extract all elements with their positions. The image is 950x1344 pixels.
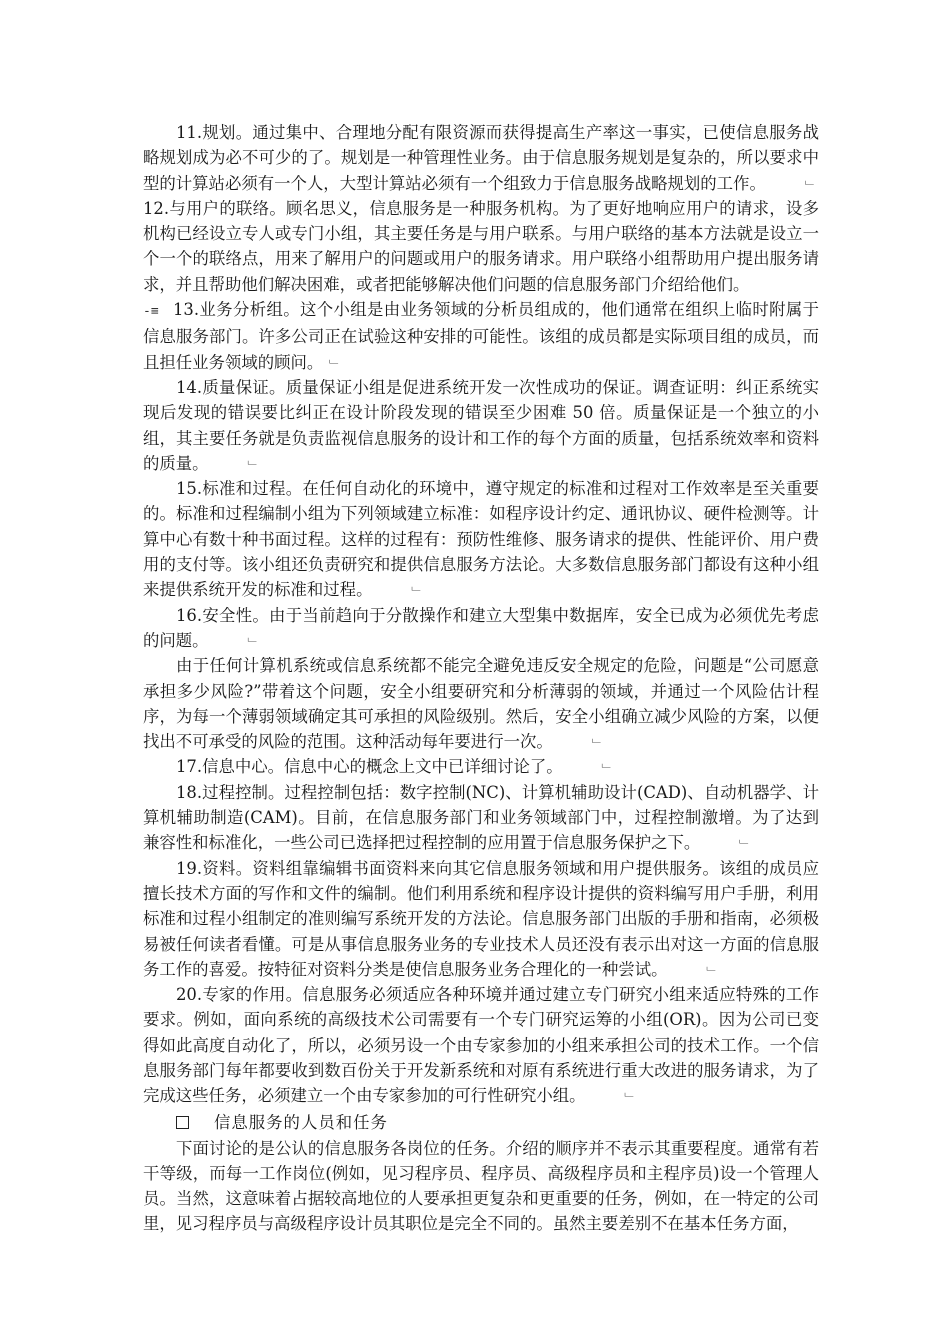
paragraph-end-mark: ﹂ bbox=[601, 763, 614, 778]
paragraph-text: 17.信息中心。信息中心的概念上文中已详细讨论了。 bbox=[176, 757, 563, 777]
paragraph-text: 15.标准和过程。在任何自动化的环境中，遵守规定的标准和过程对工作效率是至关重要的。标准和过程编制小组为下列领域建立标准：如程序设计约定、通讯协议、硬件检测等。计算中心有数十种书面过程。这样的过程有：预防性维修、服务请求的提供、性能评价、用户费用的支付等。该小组还负责研究和提供信息服务方法论。大多数信息服务部门都设有这种小组来提供系统开发的标准和过程。 bbox=[143, 479, 819, 600]
paragraph-end-mark: ﹂ bbox=[329, 358, 342, 373]
section-heading bbox=[143, 1109, 819, 1136]
paragraph-16-security-continued bbox=[143, 653, 819, 754]
paragraph-text: 由于任何计算机系统或信息系统都不能完全避免违反安全规定的危险，问题是“公司愿意承担多少风险?”带着这个问题，安全小组要研究和分析薄弱的领域，并通过一个风险估计程序，为每一个薄弱领域确定其可承担的风险级别。然后，安全小组确立减少风险的方案，以便找出不可承受的风险的范围。这种活动每年要进行一次。 bbox=[143, 656, 819, 752]
paragraph-text: 13.业务分析组。这个小组是由业务领域的分析员组成的，他们通常在组织上临时附属于信息服务部门。许多公司正在试验这种安排的可能性。该组的成员都是实际项目组的成员，而且担任业务领域的顾问。 bbox=[143, 300, 819, 372]
paragraph-end-mark: ﹂ bbox=[411, 586, 424, 601]
checkbox-square-icon bbox=[176, 1116, 189, 1129]
paragraph-15-standards bbox=[143, 476, 819, 602]
paragraph-end-mark: ﹂ bbox=[624, 1092, 637, 1107]
paragraph-text: 19.资料。资料组靠编辑书面资料来向其它信息服务领域和用户提供服务。该组的成员应擅长技术方面的写作和文件的编制。他们利用系统和程序设计提供的资料编写用户手册，利用标准和过程小组制定的准则编写系统开发的方法论。信息服务部门出版的手册和指南，必须极易被任何读者看懂。可是从事信息服务业务的专业技术人员还没有表示出对这一方面的信息服务工作的喜爱。按特征对资料分类是使信息服务业务合理化的一种尝试。 bbox=[143, 858, 819, 979]
paragraph-19-documentation bbox=[143, 856, 819, 982]
margin-mark: -≡ bbox=[143, 304, 159, 320]
paragraph-text: 11.规划。通过集中、合理地分配有限资源而获得提高生产率这一事实，已使信息服务战略规划成为必不可少的了。规划是一种管理性业务。由于信息服务规划是复杂的，所以要求中型的计算站必须有一个人，大型计算站必须有一个组致力于信息服务战略规划的工作。 bbox=[143, 123, 819, 193]
paragraph-intro-personnel bbox=[143, 1136, 819, 1237]
paragraph-20-specialists bbox=[143, 982, 819, 1108]
paragraph-end-mark: ﹂ bbox=[706, 965, 719, 980]
section-heading-text: 信息服务的人员和任务 bbox=[214, 1112, 388, 1132]
paragraph-17-information-center bbox=[143, 754, 819, 779]
paragraph-text: 16.安全性。由于当前趋向于分散操作和建立大型集中数据库，安全已成为必须优先考虑的问题。 bbox=[143, 605, 819, 650]
paragraph-text: 20.专家的作用。信息服务必须适应各种环境并通过建立专门研究小组来适应特殊的工作要求。例如，面向系统的高级技术公司需要有一个专门研究运筹的小组(OR)。因为公司已变得如此高度自动化了，所以，必须另设一个由专家参加的小组来承担公司的技术工作。一个信息服务部门每年都要收到数百份关于开发新系统和对原有系统进行重大改进的服务请求，为了完成这些任务，必须建立一个由专家参加的可行性研究小组。 bbox=[143, 985, 819, 1106]
paragraph-11-planning bbox=[143, 120, 819, 196]
paragraph-12-user-liaison bbox=[143, 196, 819, 297]
paragraph-16-security bbox=[143, 603, 819, 654]
document-page bbox=[143, 120, 819, 1237]
paragraph-text: 14.质量保证。质量保证小组是促进系统开发一次性成功的保证。调查证明：纠正系统实现后发现的错误要比纠正在设计阶段发现的错误至少困难 50 倍。质量保证是一个独立的小组，其主要任务就是负责监视信息服务的设计和工作的每个方面的质量，包括系统效率和资料的质量。 bbox=[143, 377, 819, 473]
paragraph-text: 18.过程控制。过程控制包括：数字控制(NC)、计算机辅助设计(CAD)、自动机器学、计算机辅助制造(CAM)。目前，在信息服务部门和业务领域部门中，过程控制激增。为了达到兼容性和标准化，一些公司已选择把过程控制的应用置于信息服务保护之下。 bbox=[143, 782, 819, 853]
paragraph-end-mark: ﹂ bbox=[739, 839, 752, 854]
paragraph-14-quality-assurance bbox=[143, 375, 819, 476]
paragraph-text: 下面讨论的是公认的信息服务各岗位的任务。介绍的顺序并不表示其重要程度。通常有若干等级，而每一工作岗位(例如，见习程序员、程序员、高级程序员和主程序员)设一个管理人员。当然，这意味着占据较高地位的人要承担更复杂和更重要的任务，例如，在一特定的公司里，见习程序员与高级程序设计员其职位是完全不同的。虽然主要差别不在基本任务方面， bbox=[143, 1138, 819, 1234]
paragraph-end-mark: ﹂ bbox=[591, 738, 604, 753]
paragraph-18-process-control bbox=[143, 780, 819, 856]
paragraph-13-business-analysis bbox=[143, 297, 819, 375]
paragraph-text: 12.与用户的联络。顾名思义，信息服务是一种服务机构。为了更好地响应用户的请求，设多机构已经设立专人或专门小组，其主要任务是与用户联系。与用户联络的基本方法就是设立一个一个的联络点，用来了解用户的问题或用户的服务请求。用户联络小组帮助用户提出服务请求，并且帮助他们解决困难，或者把能够解决他们问题的信息服务部门介绍给他们。 bbox=[143, 198, 819, 294]
paragraph-end-mark: ﹂ bbox=[247, 636, 260, 651]
paragraph-end-mark: ﹂ bbox=[804, 179, 817, 194]
paragraph-end-mark: ﹂ bbox=[247, 459, 260, 474]
